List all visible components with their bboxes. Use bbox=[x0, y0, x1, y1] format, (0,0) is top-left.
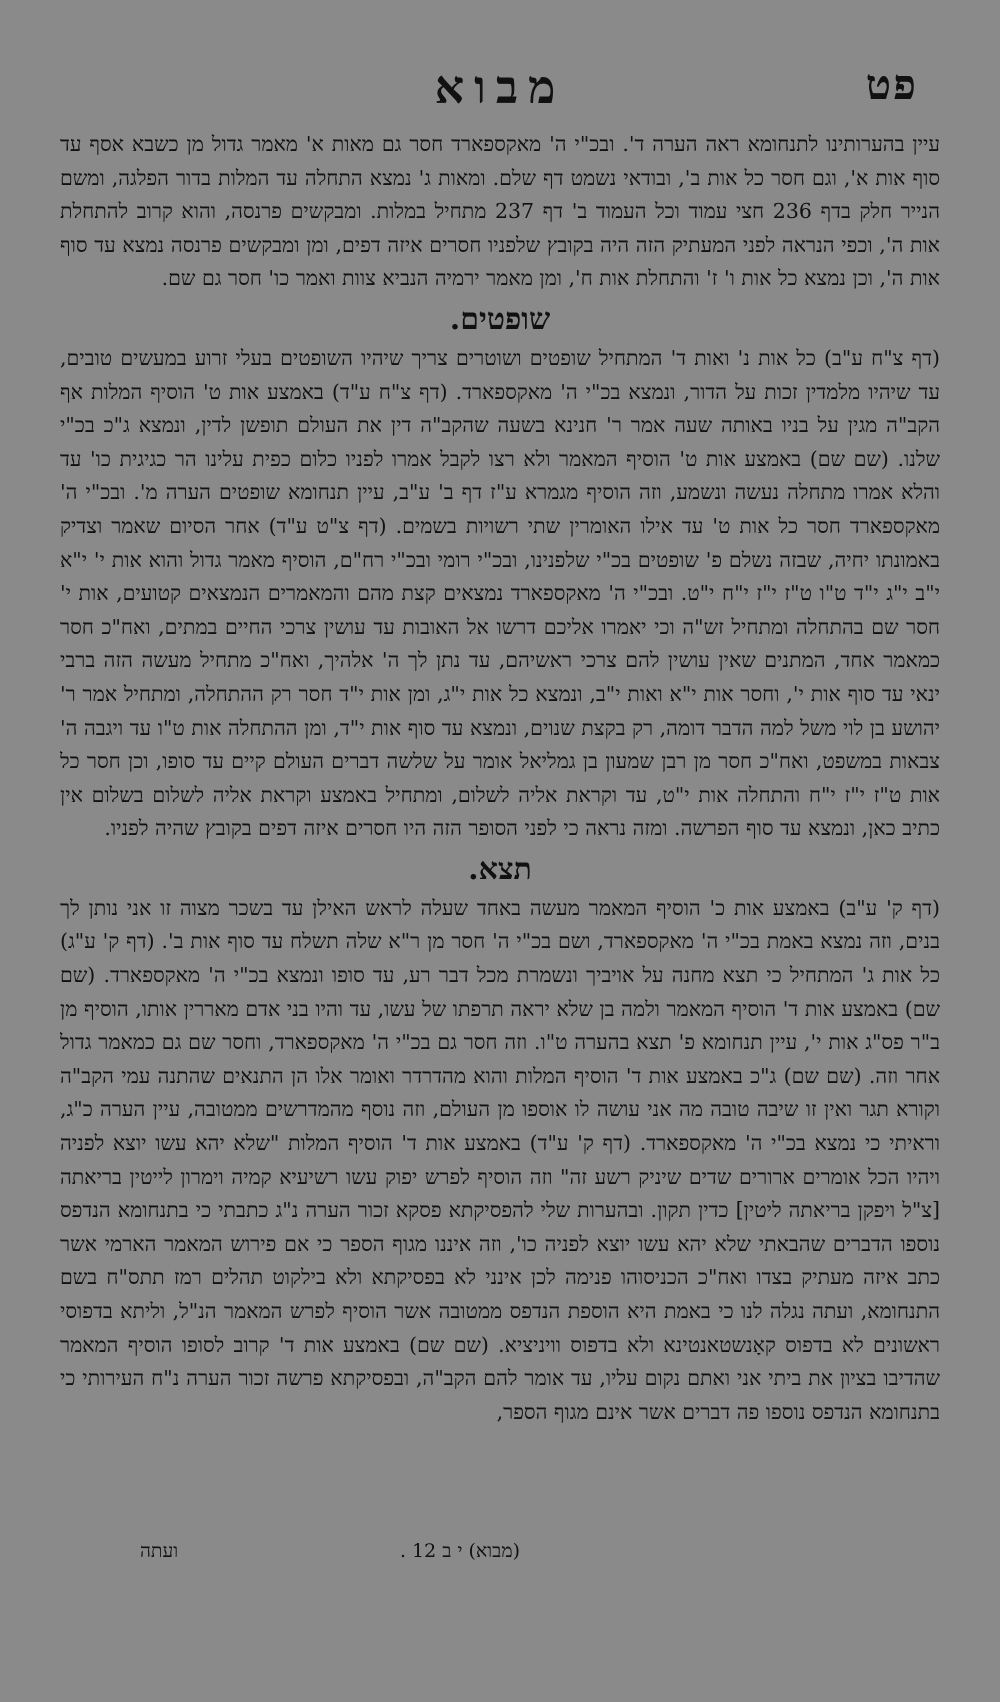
section-heading-tetze: תצא. bbox=[468, 851, 532, 887]
section-heading-shoftim: שופטים. bbox=[449, 301, 551, 337]
running-head bbox=[60, 60, 940, 122]
intro-paragraph: עיין בהערותינו לתנחומא ראה הערה ד'. ובכ"י ה' מאקספארד חסר גם מאות א' מאמר גדול מן כשבא אסף עד סוף אות א', וגם חסר כל אות ב', ובודאי נשמט דף שלם. ומאות ג' נמצא התחלה עד המלות בדור הפלגה, ומשם הנייר חלק בדף 236 חצי עמוד וכל העמוד ב' דף 237 מתחיל במלות. ומבקשים פרנסה, והוא קרוב להתחלת אות ה', וכפי הנראה לפני המעתיק הזה היה בקובץ שלפניו חסרים איזה דפים, ומן ומבקשים פרנסה נמצא עד סוף אות ה', וכן נמצא כל אות ו' ז' והתחלת אות ח', ומן מאמר ירמיה הנביא צוות ואמר כו' חסר גם שם. bbox=[60, 132, 940, 291]
section-text-tetze: (דף ק' ע"ב) באמצע אות כ' הוסיף המאמר מעשה באחד שעלה לראש האילן עד בשכר מצוה זו אני נותן לך בנים, וזה נמצא באמת בכ"י ה' מאקספארד, ושם בכ"י ה' חסר מן ר"א שלה תשלח עד סוף אות ב'. (דף ק' ע"ג) כל אות ג' המתחיל כי תצא מחנה על אויביך ונשמרת מכל דבר רע, עד סופו ונמצא בכ"י ה' מאקספארד. (שם שם) באמצע אות ד' הוסיף המאמר ולמה בן שלא יראה תרפתו של עשו, עד והיו בני אדם מאררין אותו, הוסיף מן ב"ר פס"ג אות י', עיין תנחומא פ' תצא בהערה ט"ו. וזה חסר גם בכ"י ה' מאקספארד, וחסר שם גם כמאמר גדול אחר וזה. (שם שם) ג"כ באמצע אות ד' הוסיף המלות והוא מהדרדר ואומר אלו הן התנאים שהתנה עמי הקב"ה וקורא תגר ואין זו שיבה טובה מה אני עושה לו אוספו מן העולם, וזה נוסף מהמדרשים ממטובה, עיין הערה כ"ג, וראיתי כי נמצא בכ"י ה' מאקספארד. (דף ק' ע"ד) באמצע אות ד' הוסיף המלות "שלא יהא עשו יוצא לפניה ויהיו הכל אומרים ארורים שדים שיניק רשע זה" וזה הוסיף לפרש יפוק עשו רשיעיא קמיה וימרון לייטין בריאתה [צ"ל ויפקן בריאתה ליטין] כדין תקון. ובהערות שלי להפסיקתא פסקא זכור הערה נ"ג כתבתי כי בתנחומא הנדפס נוספו הדברים שהבאתי שלא יהא עשו יוצא לפניה כו', וזה איננו מגוף הספר כי אם פירוש המאמר הארמי אשר כתב איזה מעתיק בצדו ואח"כ הכניסוהו פנימה לכן אינני לא בפסיקתא ולא בילקוט תהלים רמז תתס"ח בשם התנחומא, ועתה נגלה לנו כי באמת היא הוספת הנדפס ממטובה אשר הוסיף לפרש המאמר הנ"ל, וליתא בדפוסי ראשונים לא בדפוס קאָנשטאנטינא ולא בדפוס וויניציא. (שם שם) באמצע אות ד' קרוב לסופו הוסיף המאמר שהדיבו בציון את ביתי אני ואתם נקום עליו, עד אומר להם הקב"ה, ובפסיקתא פרשה זכור הערה נ"ח העירותי כי בתנחומא הנדפס נוספו פה דברים אשר אינם מגוף הספר, bbox=[60, 895, 940, 1424]
page-footer bbox=[60, 1540, 940, 1570]
page-number: פט bbox=[865, 60, 918, 109]
running-title: מבוא bbox=[434, 60, 566, 114]
catchword: ועתה bbox=[140, 1540, 179, 1562]
section-text-shoftim: (דף צ"ח ע"ב) כל אות נ' ואות ד' המתחיל שופטים ושוטרים צריך שיהיו השופטים בעלי זרוע במעשים טובים, עד שיהיו מלמדין זכות על הדור, ונמצא בכ"י ה' מאקספארד. (דף צ"ח ע"ד) באמצע אות ט' הוסיף המלות אף הקב"ה מגין על בניו באותה שעה אמר ר' חנינא בשעה שהקב"ה דין את העולם תופשן לדין, ונמצא ג"כ בכ"י שלנו. (שם שם) באמצע אות ט' הוסיף המאמר ולא רצו לקבל אמרו לפניו כלום כפית עלינו הר כגיגית כו' עד והלא אמרו מתחלה נעשה ונשמע, וזה הוסיף מגמרא ע"ז דף ב' ע"ב, עיין תנחומא שופטים הערה מ'. ובכ"י ה' מאקספארד חסר כל אות ט' עד אילו האומרין שתי רשויות בשמים. (דף צ"ט ע"ד) אחר הסיום שאמר וצדיק באמונתו יחיה, שבזה נשלם פ' שופטים בכ"י שלפנינו, ובכ"י רומי ובכ"י רח"ם, הוסיף מאמר גדול והוא אות י' י"א י"ב י"ג י"ד ט"ו ט"ז י"ז י"ח י"ט. ובכ"י ה' מאקספארד נמצאים קצת מהם והמאמרים הנמצאים קטועים, אות י' חסר שם בהתחלה ומתחיל זש"ה וכי יאמרו אליכם דרשו אל האובות עד עושין צרכי החיים במתים, ואח"כ חסר כמאמר אחד, המתנים שאין עושין להם צרכי ראשיהם, עד נתן לך ה' אלהיך, ואח"כ מתחיל מעשה הזה ברבי ינאי עד סוף אות י', וחסר אות י"א ואות י"ב, ונמצא כל אות י"ג, ומן אות י"ד חסר רק ההתחלה, ומתחיל אמר ר' יהושע בן לוי משל למה הדבר דומה, רק בקצת שנוים, ונמצא עד סוף אות י"ד, ומן ההתחלה אות ט"ו עד ויגבה ה' צבאות במשפט, ואח"כ חסר מן רבן שמעון בן גמליאל אומר על שלשה דברים העולם קיים עד סופו, וכן חסר כל אות ט"ז י"ז י"ח והתחלה אות י"ט, עד וקראת אליה לשלום, ומתחיל באמצע וקראת אליה לשלום בשלום אין כתיב כאן, ונמצא עד סוף הפרשה. ומזה נראה כי לפני הסופר הזה היו חסרים איזה דפים בקובץ שהיה לפניו. bbox=[60, 345, 940, 841]
signature-mark: (מבוא) י ב 12 . bbox=[399, 1540, 520, 1562]
